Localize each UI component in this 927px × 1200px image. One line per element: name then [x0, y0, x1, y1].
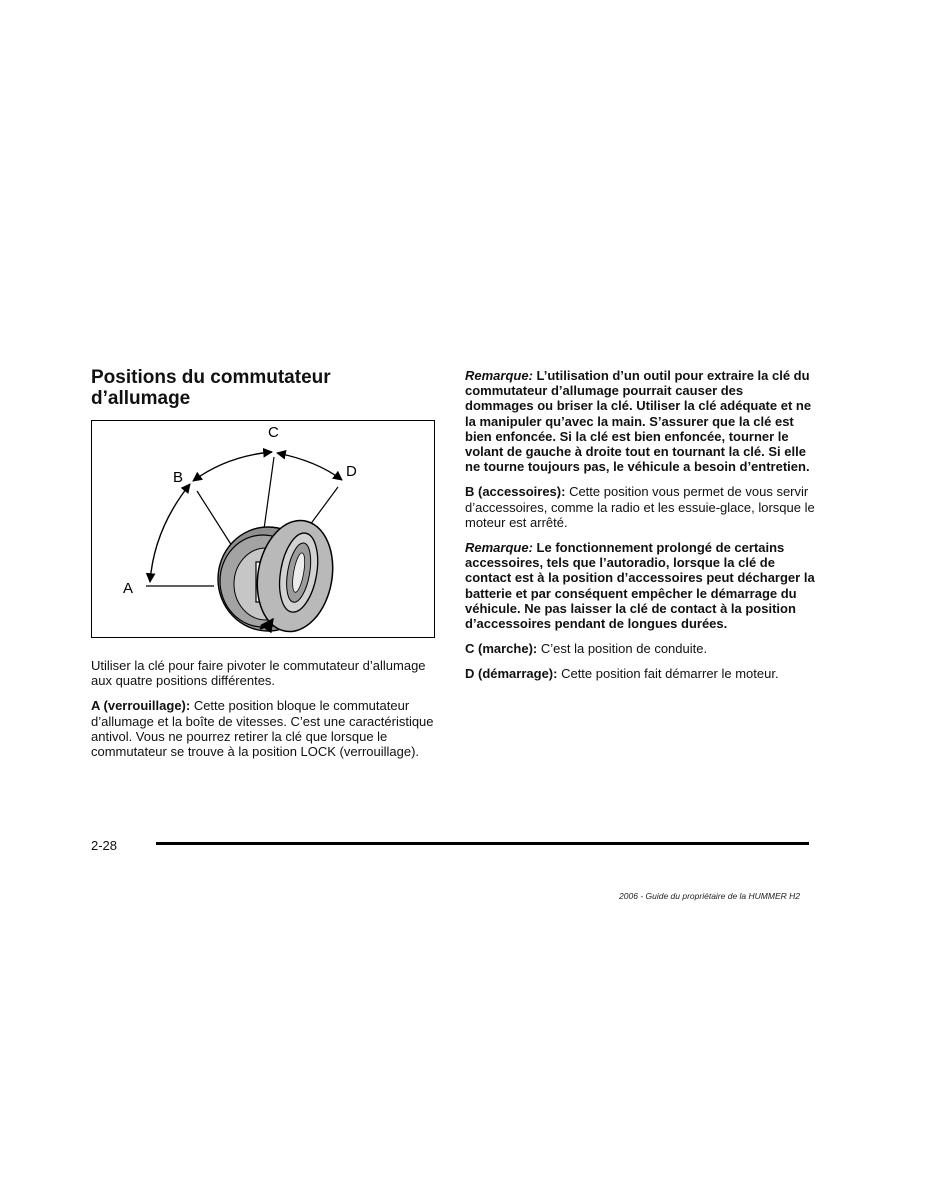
label-b: B: [173, 469, 184, 486]
label-c: C: [268, 424, 279, 441]
position-b-term: B (accessoires):: [465, 484, 566, 500]
page-title-line1: Positions du commutateur: [91, 367, 331, 388]
label-d: D: [346, 463, 357, 480]
ignition-diagram-svg: [92, 421, 433, 636]
position-d-paragraph: [465, 666, 815, 681]
arc-c-to-d: [277, 453, 342, 480]
position-a-paragraph: [91, 698, 437, 759]
arc-b-to-c: [193, 452, 272, 481]
note-tool-paragraph: [465, 368, 815, 474]
ignition-switch-diagram: [91, 420, 435, 638]
position-d-text: Cette position fait démarrer le moteur.: [557, 666, 779, 682]
position-c-paragraph: [465, 641, 815, 656]
arc-a-to-b: [150, 484, 190, 582]
leader-line-b: [197, 491, 232, 546]
position-a-term: A (verrouillage):: [91, 698, 191, 714]
note-tool-text: L’utilisation d’un outil pour extraire la clé du commutateur d’allumage pourrait causer des dommages ou briser la clé. Utiliser la clé adéquate et ne la manipuler qu’avec la main. S’assurer que la clé est bien enfoncée. Si la clé est bien enfoncée, tourner le volant de gauche à droite tout en tournant la clé. Si elle ne tourne toujours pas, le véhicule a besoin d’entretien.: [465, 368, 812, 475]
page-title-line2: d’allumage: [91, 388, 191, 409]
position-c-text: C’est la position de conduite.: [537, 641, 708, 657]
page-title: [91, 367, 421, 409]
position-a-text: Cette position bloque le commutateur d’allumage et la boîte de vitesses. C’est une caractéristique antivol. Vous ne pourrez retirer la clé que lorsque le commutateur se trouve à la position LOCK (verrouillage).: [91, 698, 434, 760]
position-c-term: C (marche):: [465, 641, 538, 657]
footer-credit: 2006 - Guide du propriétaire de la HUMMER H2: [619, 891, 800, 901]
right-column: [465, 368, 815, 692]
footer-divider: [156, 842, 809, 845]
note-accessories-label: Remarque:: [465, 540, 533, 556]
left-column: [91, 658, 437, 769]
position-b-text: Cette position vous permet de vous servir d’accessoires, comme la radio et les essuie-glace, lorsque le moteur est arrêté.: [465, 484, 815, 530]
intro-paragraph: Utiliser la clé pour faire pivoter le commutateur d’allumage aux quatre positions différentes.: [91, 658, 426, 689]
position-b-paragraph: [465, 484, 815, 530]
note-accessories-text: Le fonctionnement prolongé de certains accessoires, tels que l’autoradio, lorsque la clé de contact est à la position d’accessoires peut décharger la batterie et par conséquent empêcher le démarrage du véhicule. Ne pas laisser la clé de contact à la position d’accessoires pendant de longues durées.: [465, 540, 815, 632]
position-d-term: D (démarrage):: [465, 666, 558, 682]
page-number: 2-28: [91, 838, 118, 853]
note-accessories-paragraph: [465, 540, 815, 631]
note-tool-label: Remarque:: [465, 368, 533, 383]
leader-line-c: [264, 457, 274, 529]
label-a: A: [123, 580, 134, 597]
